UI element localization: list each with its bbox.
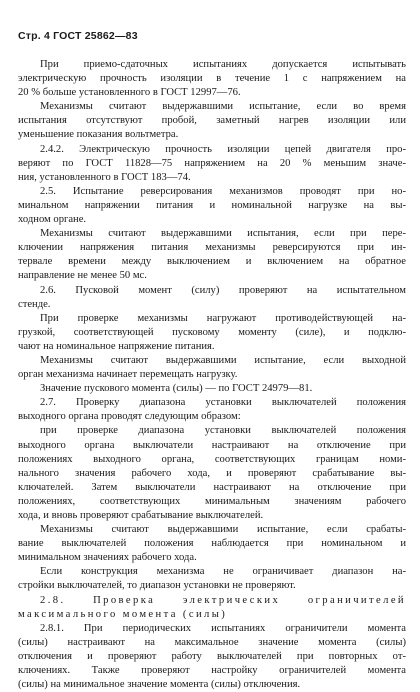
text-line: испытания отсутствуют пробой, заметный нагрев изоляции или (18, 115, 406, 127)
text-line: максимального момента (силы) (18, 608, 228, 620)
text-line: тервале времени между выключением и включением на обратное (18, 256, 406, 268)
text-line: 2.6. Пусковой момент (силу) проверяют на испытательном (40, 284, 406, 296)
text-line: (силы) настраивают на максимальное значение момента (силы) (18, 636, 406, 648)
text-line: грузкой, соответствующей пусковому моменту (силе), и подклю- (18, 326, 406, 338)
text-line: отключения и проверяют работу выключателей при повторных от- (18, 650, 406, 662)
text-line: орган механизма начинает перемещать нагрузку. (18, 369, 238, 381)
text-line: Механизмы считают выдержавшими испытания, если при пере- (40, 228, 406, 240)
text-line: Значение пускового момента (силы) — по ГОСТ 24979—81. (40, 383, 313, 395)
text-line: уменьшение показания вольтметра. (18, 129, 179, 141)
text-line: нального значения рабочего хода, и проверяют срабатывание вы- (18, 467, 406, 479)
text-line: ключении напряжения питания механизмы реверсируются при ин- (18, 242, 406, 254)
text-line: электрическую прочность изоляции в течение 1 с напряжением на (18, 73, 406, 85)
text-line: минимальном значениях рабочего хода. (18, 552, 197, 564)
text-line: Механизмы считают выдержавшими испытание, если выходной (40, 354, 406, 366)
text-line: веряют по ГОСТ 11828—75 напряжением на 20 % меньшим значе- (18, 157, 406, 169)
text-line: Если конструкция механизма не ограничивает диапазон на- (40, 566, 406, 578)
text-line: положениях, соответствующих минимальным значениям рабочего (18, 495, 406, 507)
text-line: ключателей. Затем выключатели настраивают на отключение при (18, 481, 406, 493)
text-line: хода, и вновь проверяют срабатывание выключателей. (18, 510, 264, 521)
text-line: стройки выключателей, то диапазон установки не проверяют. (18, 580, 296, 592)
text-line: При приемо-сдаточных испытаниях допускается испытывать (40, 59, 406, 70)
text-line: 2.7. Проверку диапазона установки выключателей положения (40, 397, 406, 409)
page-header: Стр. 4 ГОСТ 25862—83 (18, 30, 138, 42)
text-line: 20 % больше установленного в ГОСТ 12997—76. (18, 87, 241, 99)
text-line: Механизмы считают выдержавшими испытание, если во время (40, 101, 406, 113)
text-line: 2.8. Проверка электрических ограничителей (40, 594, 406, 606)
text-line: ния, установленного в ГОСТ 183—74. (18, 171, 191, 183)
text-line: 2.5. Испытание реверсирования механизмов проводят при но- (40, 185, 406, 197)
text-line: положениях выходного органа, соответствующих границам номи- (18, 453, 406, 465)
text-line: ключениях. Также проверяют настройку ограничителей момента (18, 665, 406, 677)
document-body (18, 58, 406, 692)
text-line: при проверке диапазона установки выключателей положения (40, 425, 406, 437)
text-line: стенде. (18, 298, 51, 310)
text-line: выходного органа проводят следующим образом: (18, 411, 241, 423)
text-line: вание выключателей положения наблюдается при номинальном и (18, 538, 406, 550)
text-line: 2.4.2. Электрическую прочность изоляции цепей двигателя про- (40, 143, 406, 155)
text-line: ходном органе. (18, 214, 87, 226)
text-line: минальном напряжении питания и номинальной нагрузке на вы- (18, 199, 406, 211)
text-line: Механизмы считают выдержавшими испытание, если срабаты- (40, 524, 406, 536)
text-line: При проверке механизмы нагружают противодействующей на- (40, 312, 406, 324)
text-line: выходного органа выключатели настраивают на отключение при (18, 439, 406, 451)
text-line: 2.8.1. При периодических испытаниях ограничители момента (40, 622, 406, 634)
text-line: направление не менее 50 мс. (18, 270, 147, 282)
text-line: чают на номинальное напряжение питания. (18, 340, 215, 352)
text-line: (силы) на минимальное значение момента (силы) отключения. (18, 679, 301, 691)
